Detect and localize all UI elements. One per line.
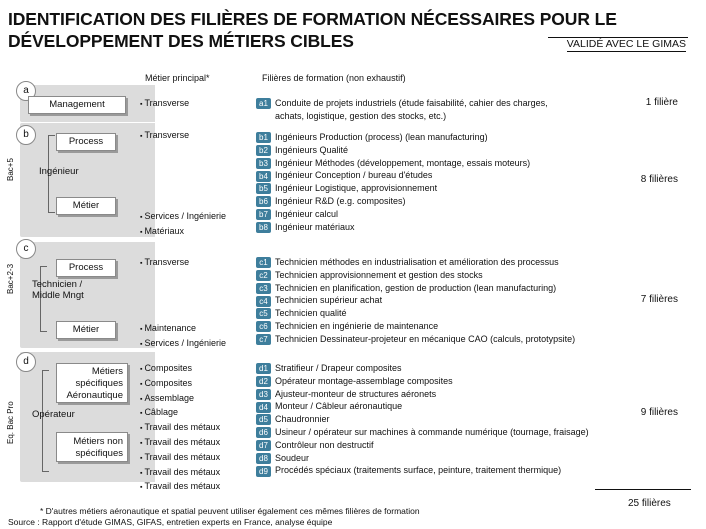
filiere-text: Technicien Dessinateur-projeteur en mécanique CAO (calculs, prototypsite) bbox=[275, 333, 576, 344]
column-header-filieres: Filières de formation (non exhaustif) bbox=[262, 73, 406, 83]
level-label-c: Bac+2-3 bbox=[6, 263, 15, 294]
filiere-text: Technicien approvisionnement et gestion des stocks bbox=[275, 269, 483, 280]
filiere-text: Ingénieur R&D (e.g. composites) bbox=[275, 195, 406, 206]
filiere-text: Technicien supérieur achat bbox=[275, 295, 383, 306]
filiere-code: b2 bbox=[256, 145, 271, 156]
filiere-code: c4 bbox=[256, 296, 271, 307]
filiere-text: Procédés spéciaux (traitements surface, peinture, traitement thermique) bbox=[275, 465, 562, 476]
filiere-code: b7 bbox=[256, 209, 271, 220]
level-label-b: Bac+5 bbox=[6, 158, 15, 181]
section-d-bullets bbox=[140, 362, 220, 495]
filiere-text: Ajusteur-monteur de structures aéronets bbox=[275, 388, 437, 399]
filiere-code: d9 bbox=[256, 466, 271, 477]
filiere-b2 bbox=[256, 144, 530, 157]
filiere-c1 bbox=[256, 256, 575, 269]
filiere-code: d4 bbox=[256, 402, 271, 413]
bullet-item: ▪ Assemblage bbox=[140, 392, 220, 407]
filiere-list-c bbox=[256, 256, 575, 346]
bullet-item: ▪ Câblage bbox=[140, 406, 220, 421]
filiere-d6 bbox=[256, 426, 589, 439]
filiere-text: Stratifieur / Drapeur composites bbox=[275, 363, 402, 373]
box-process: Process bbox=[56, 259, 116, 277]
filiere-b1 bbox=[256, 131, 530, 144]
bullet-item: ▪ Composites bbox=[140, 377, 220, 392]
section-a-count: 1 filière bbox=[645, 97, 678, 108]
filiere-code: b5 bbox=[256, 183, 271, 194]
bullet-item: ▪ Composites bbox=[140, 362, 220, 377]
filiere-text: Opérateur montage-assemblage composites bbox=[275, 375, 453, 386]
filiere-d7 bbox=[256, 439, 589, 452]
filiere-text: Ingénieurs Qualité bbox=[275, 144, 349, 155]
source-note: Source : Rapport d'étude GIMAS, GIFAS, entretien experts en France, analyse équipe bbox=[8, 517, 333, 527]
section-b-count: 8 filières bbox=[640, 174, 678, 185]
section-c-bullets-2 bbox=[140, 322, 226, 352]
section-a bbox=[20, 85, 686, 122]
filiere-d9 bbox=[256, 464, 589, 477]
filiere-list-d bbox=[256, 362, 589, 477]
filiere-code: c3 bbox=[256, 283, 271, 294]
filiere-code: d8 bbox=[256, 453, 271, 464]
filiere-text: Technicien en ingénierie de maintenance bbox=[275, 320, 439, 331]
bullet-item: ▪ Services / Ingénierie bbox=[140, 210, 226, 225]
filiere-text: Chaudronnier bbox=[275, 414, 330, 425]
filiere-code: b6 bbox=[256, 196, 271, 207]
filiere-b3 bbox=[256, 157, 530, 170]
filiere-code: c1 bbox=[256, 257, 271, 268]
filiere-code: b3 bbox=[256, 158, 271, 169]
filiere-text: Soudeur bbox=[275, 452, 310, 463]
bullet-item: ▪ Transverse bbox=[140, 97, 189, 112]
validated-label: VALIDÉ AVEC LE GIMAS bbox=[566, 38, 686, 50]
bracket-d bbox=[42, 370, 49, 472]
section-b-bullets-1 bbox=[140, 129, 189, 144]
filiere-code: d7 bbox=[256, 440, 271, 451]
box-metiers-non-specifiques: Métiers non spécifiques bbox=[56, 432, 128, 462]
filiere-text: Usineur / opérateur sur machines à commande numérique (tournage, fraisage) bbox=[275, 426, 589, 437]
filiere-code: c6 bbox=[256, 321, 271, 332]
filiere-c5 bbox=[256, 307, 575, 320]
section-d-badge: d bbox=[16, 352, 36, 372]
section-c-badge: c bbox=[16, 239, 36, 259]
section-a-badge: a bbox=[16, 81, 36, 101]
bullet-item: ▪ Travail des métaux bbox=[140, 480, 220, 495]
divider bbox=[595, 489, 691, 490]
filiere-a1-cont bbox=[275, 110, 446, 123]
filiere-code: d3 bbox=[256, 389, 271, 400]
filiere-d1 bbox=[256, 362, 589, 375]
title-line-1: IDENTIFICATION DES FILIÈRES DE FORMATION NÉCESSAIRES POUR LE bbox=[8, 9, 617, 29]
filiere-code: c2 bbox=[256, 270, 271, 281]
filiere-text: Technicien méthodes en industrialisation et amélioration des processus bbox=[275, 257, 559, 267]
filiere-d5 bbox=[256, 413, 589, 426]
filiere-text: Monteur / Câbleur aéronautique bbox=[275, 401, 403, 412]
filiere-code: d6 bbox=[256, 427, 271, 438]
filiere-b8 bbox=[256, 221, 530, 234]
section-b-bullets-2 bbox=[140, 210, 226, 240]
filiere-d8 bbox=[256, 452, 589, 465]
bullet-item: ▪ Matériaux bbox=[140, 225, 226, 240]
filiere-text: Ingénieur matériaux bbox=[275, 221, 355, 232]
filiere-code: c7 bbox=[256, 334, 271, 345]
section-c bbox=[6, 242, 686, 348]
group-technicien: Technicien / Middle Mngt bbox=[32, 279, 84, 301]
filiere-c3 bbox=[256, 282, 575, 295]
box-metiers-specifiques: Métiers spécifiques Aéronautique bbox=[56, 363, 128, 403]
filiere-c6 bbox=[256, 320, 575, 333]
bullet-item: ▪ Transverse bbox=[140, 129, 189, 144]
section-a-bullets bbox=[140, 97, 189, 112]
section-b-badge: b bbox=[16, 125, 36, 145]
filiere-d4 bbox=[256, 400, 589, 413]
filiere-b6 bbox=[256, 195, 530, 208]
filiere-text: Conduite de projets industriels (étude faisabilité, cahier des charges, bbox=[275, 98, 548, 108]
column-header-metier: Métier principal* bbox=[145, 73, 210, 83]
filiere-a1 bbox=[256, 97, 548, 110]
filiere-c4 bbox=[256, 294, 575, 307]
group-ingenieur: Ingénieur bbox=[39, 166, 79, 177]
filiere-code: b8 bbox=[256, 222, 271, 233]
footnote: * D'autres métiers aéronautique et spatial peuvent utiliser également ces mêmes filières de formation bbox=[40, 506, 420, 516]
box-metier: Métier bbox=[56, 197, 116, 215]
total-count: 25 filières bbox=[628, 498, 671, 509]
filiere-code: b4 bbox=[256, 171, 271, 182]
filiere-text: Ingénieur calcul bbox=[275, 208, 339, 219]
filiere-c2 bbox=[256, 269, 575, 282]
filiere-text: Technicien qualité bbox=[275, 308, 347, 319]
bullet-item: ▪ Travail des métaux bbox=[140, 466, 220, 481]
filiere-text: Ingénieur Méthodes (développement, montage, essais moteurs) bbox=[275, 157, 531, 168]
bullet-item: ▪ Transverse bbox=[140, 256, 189, 271]
bullet-item: ▪ Services / Ingénierie bbox=[140, 337, 226, 352]
bullet-item: ▪ Maintenance bbox=[140, 322, 226, 337]
filiere-code: d1 bbox=[256, 363, 271, 374]
box-metier: Métier bbox=[56, 321, 116, 339]
section-b bbox=[6, 123, 686, 237]
filiere-code: a1 bbox=[256, 98, 271, 109]
filiere-text: Contrôleur non destructif bbox=[275, 439, 374, 450]
filiere-text: achats, logistique, gestion des stocks, etc.) bbox=[275, 111, 447, 121]
section-d-count: 9 filières bbox=[640, 407, 678, 418]
bullet-item: ▪ Travail des métaux bbox=[140, 436, 220, 451]
filiere-code: c5 bbox=[256, 308, 271, 319]
filiere-list-b bbox=[256, 131, 530, 233]
section-d bbox=[6, 352, 686, 492]
level-label-d: Eq. Bac Pro bbox=[6, 401, 15, 444]
filiere-b4 bbox=[256, 169, 530, 182]
filiere-code: d2 bbox=[256, 376, 271, 387]
filiere-b7 bbox=[256, 208, 530, 221]
filiere-text: Ingénieur Conception / bureau d'études bbox=[275, 170, 433, 181]
title-line-2: DÉVELOPPEMENT DES MÉTIERS CIBLES bbox=[8, 31, 354, 51]
box-management: Management bbox=[28, 96, 126, 114]
filiere-code: d5 bbox=[256, 414, 271, 425]
filiere-text: Ingénieurs Production (process) (lean manufacturing) bbox=[275, 132, 488, 142]
filiere-c7 bbox=[256, 333, 575, 346]
group-operateur: Opérateur bbox=[32, 409, 75, 420]
bullet-item: ▪ Travail des métaux bbox=[140, 451, 220, 466]
filiere-d2 bbox=[256, 375, 589, 388]
section-c-bullets-1 bbox=[140, 256, 189, 271]
filiere-text: Technicien en planification, gestion de production (lean manufacturing) bbox=[275, 282, 557, 293]
section-c-count: 7 filières bbox=[640, 294, 678, 305]
bullet-item: ▪ Travail des métaux bbox=[140, 421, 220, 436]
filiere-b5 bbox=[256, 182, 530, 195]
filiere-code: b1 bbox=[256, 132, 271, 143]
filiere-text: Ingénieur Logistique, approvisionnement bbox=[275, 183, 438, 194]
filiere-d3 bbox=[256, 388, 589, 401]
box-process: Process bbox=[56, 133, 116, 151]
